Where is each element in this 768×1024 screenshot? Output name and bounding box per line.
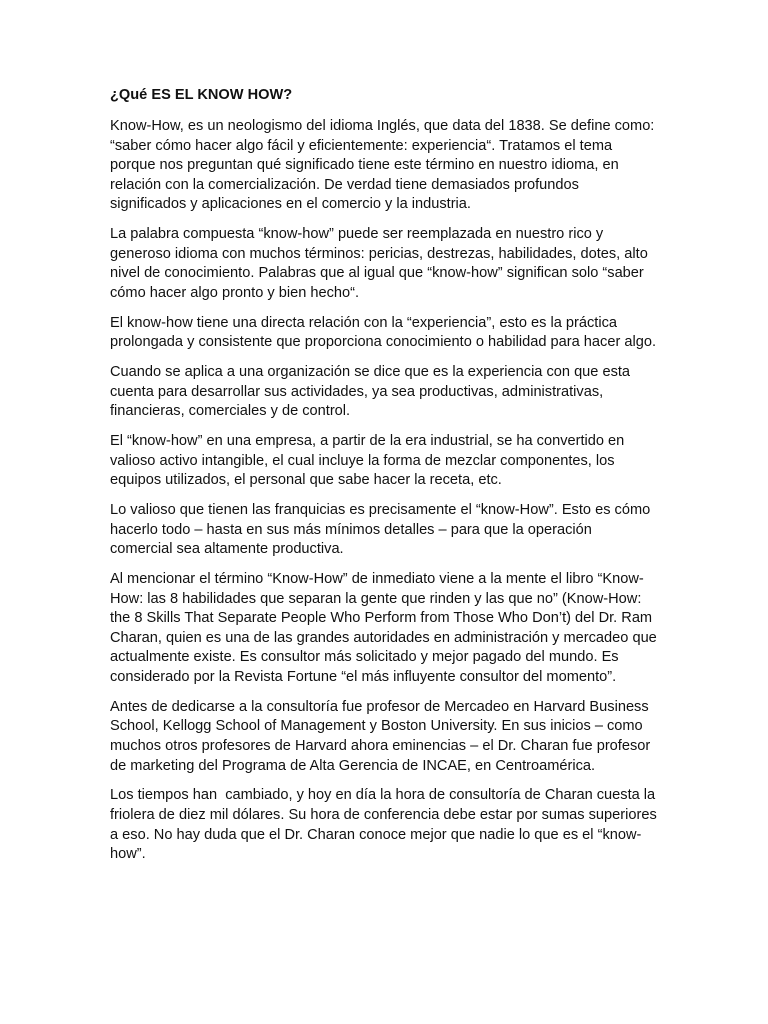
paragraph-fees: Los tiempos han cambiado, y hoy en día la hora de consultoría de Charan cuesta la friolera de diez mil dólares. Su hora de conferencia debe estar por sumas superiores a eso. No hay duda que el Dr. Charan conoce mejor que nadie lo que es el “know-how”. [110, 787, 661, 863]
paragraph-franchises: Lo valioso que tienen las franquicias es precisamente el “know-How”. Esto es cómo hacerlo todo – hasta en sus más mínimos detalles – para que la operación comercial sea altamente productiva. [110, 502, 655, 558]
document-page [110, 86, 661, 875]
paragraph-organization: Cuando se aplica a una organización se dice que es la experiencia con que esta cuenta para desarrollar sus actividades, ya sea productivas, administrativas, financieras, comerciales y de control. [110, 364, 635, 420]
paragraph-career: Antes de dedicarse a la consultoría fue profesor de Mercadeo en Harvard Business School, Kellogg School of Management y Boston University. En sus inicios – como muchos otros profesores de Harvard ahora eminencias – el Dr. Charan fue profesor de marketing del Programa de Alta Gerencia de INCAE, en Centroamérica. [110, 698, 655, 774]
paragraph-experience: El know-how tiene una directa relación con la “experiencia”, esto es la práctica prolongada y consistente que proporciona conocimiento o habilidad para hacer algo. [110, 314, 657, 351]
paragraph-synonyms: La palabra compuesta “know-how” puede ser reemplazada en nuestro rico y generoso idioma con muchos términos: pericias, destrezas, habilidades, dotes, alto nivel de conocimiento. Palabras que al igual que “know-how” significan solo “saber cómo hacer algo pronto y bien hecho“. [110, 226, 652, 301]
paragraph-ram-charan-book: Al mencionar el término “Know-How” de inmediato viene a la mente el libro “Know-How: las 8 habilidades que separan la gente que rinden y las que no” (Know-How: the 8 Skills That Separate People Who Perform from Those Who Don’t) del Dr. Ram Charan, quien es una de las grandes autoridades en administración y mercadeo que actualmente existe. Es consultor más solicitado y mejor pagado del mundo. Es considerado por la Revista Fortune “el más influyente consultor del momento”. [110, 571, 661, 685]
paragraph-intangible-asset: El “know-how” en una empresa, a partir de la era industrial, se ha convertido en valioso activo intangible, el cual incluye la forma de mezclar componentes, los equipos utilizados, el personal que sabe hacer la receta, etc. [110, 433, 629, 489]
paragraph-definition: Know-How, es un neologismo del idioma Inglés, que data del 1838. Se define como: “saber cómo hacer algo fácil y eficientemente: experiencia“. Tratamos el tema porque nos preguntan qué significado tiene este término en nuestro idioma, en relación con la comercialización. De verdad tiene demasiados profundos significados y aplicaciones en el comercio y la industria. [110, 118, 659, 213]
document-title: ¿Qué ES EL KNOW HOW? [110, 87, 293, 103]
